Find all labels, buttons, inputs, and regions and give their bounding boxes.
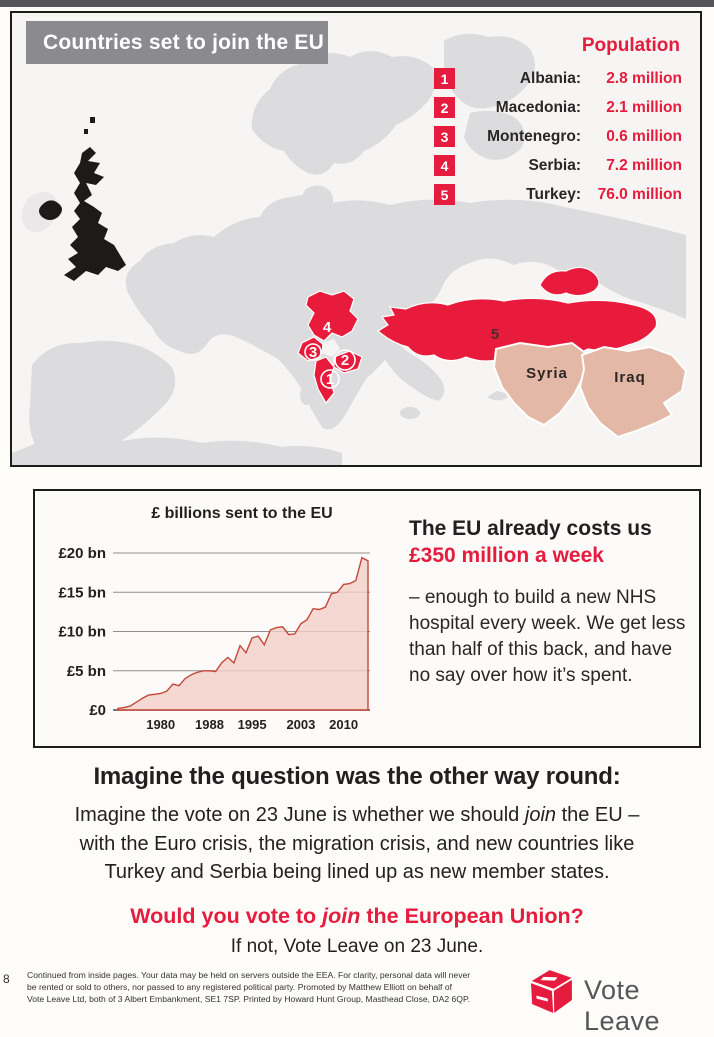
legend-heading: Population xyxy=(581,35,680,56)
legend-country-name: Montenegro: xyxy=(487,127,581,145)
legend-country-name: Albania: xyxy=(519,69,581,87)
cost-chart-panel xyxy=(33,489,701,748)
vote-question xyxy=(0,904,714,929)
iraq-label: Iraq xyxy=(614,369,646,386)
legend-population-value: 2.1 million xyxy=(606,98,682,116)
legend-population-value: 76.0 million xyxy=(597,185,682,203)
ballot-box-icon xyxy=(527,968,577,1016)
cost-headline-red: £350 million a week xyxy=(409,544,604,567)
cost-headline: The EU already costs us xyxy=(409,517,652,540)
shetland-dot xyxy=(90,117,95,123)
legend-population-value: 2.8 million xyxy=(606,69,682,87)
vote-question-post: the European Union? xyxy=(360,903,584,928)
question-line-1 xyxy=(0,801,714,830)
vote-question-italic: join xyxy=(322,903,361,928)
x-tick-label: 1995 xyxy=(237,717,267,732)
vote-leave-logo xyxy=(527,966,712,1036)
legend-row-macedonia xyxy=(434,97,682,118)
y-tick-label: £5 bn xyxy=(66,662,106,680)
question-line-2: with the Euro crisis, the migration crisis, and new countries like xyxy=(79,832,635,855)
cost-text-block xyxy=(409,517,691,689)
legend-population-value: 0.6 million xyxy=(606,127,682,145)
marker-3: 3 xyxy=(308,344,318,361)
legal-line-2: be rented or sold to others, nor passed to any registered political party. Promoted by Matthew Elliott on behalf of xyxy=(27,982,452,993)
page-number: 8 xyxy=(3,972,10,986)
legend-country-name: Serbia: xyxy=(528,156,581,174)
legend-number-badge: 5 xyxy=(434,184,455,205)
legend-number-badge: 3 xyxy=(434,126,455,147)
question-section xyxy=(0,763,714,958)
cost-body-text: – enough to build a new NHS hospital every week. We get less than half of this back, and have no say over how it’s spent. xyxy=(409,587,686,687)
map-panel xyxy=(10,11,702,467)
marker-2: 2 xyxy=(340,352,350,369)
marker-5: 5 xyxy=(490,326,500,343)
x-tick-label: 2003 xyxy=(286,717,316,732)
sicily-island xyxy=(400,407,420,419)
legend-row-turkey xyxy=(434,184,682,205)
scan-edge-bar xyxy=(0,0,714,7)
logo-wordmark: Vote Leave xyxy=(584,975,661,1036)
legal-line-3: Vote Leave Ltd, both of 3 Albert Embankment, SE1 7SP. Printed by Howard Hunt Group, Masthead Close, DA2 6QP. xyxy=(27,994,470,1005)
vote-question-pre: Would you vote to xyxy=(130,903,323,928)
legend-row-montenegro xyxy=(434,126,682,147)
x-tick-label: 2010 xyxy=(329,717,359,732)
eu-cost-area-chart xyxy=(39,495,391,743)
question-heading: Imagine the question was the other way round: xyxy=(93,763,621,790)
question-line1-italic: join xyxy=(524,804,557,826)
question-paragraph xyxy=(0,801,714,887)
marker-4: 4 xyxy=(322,319,332,336)
map-panel-title: Countries set to join the EU xyxy=(26,21,328,64)
population-legend xyxy=(434,35,682,213)
legend-country-name: Macedonia: xyxy=(495,98,581,116)
legend-number-badge: 2 xyxy=(434,97,455,118)
marker-1: 1 xyxy=(325,371,335,388)
cta-line: If not, Vote Leave on 23 June. xyxy=(230,935,484,957)
question-line-3: Turkey and Serbia being lined up as new member states. xyxy=(104,861,610,884)
orkney-dot xyxy=(84,129,88,134)
legend-row-serbia xyxy=(434,155,682,176)
area-series xyxy=(118,558,368,710)
y-tick-label: £0 xyxy=(89,702,106,719)
question-line1-post: the EU – xyxy=(556,804,640,826)
sardinia-island xyxy=(300,385,312,405)
y-tick-label: £20 bn xyxy=(58,545,106,562)
question-line1-pre: Imagine the vote on 23 June is whether we should xyxy=(74,804,525,826)
chart-title: £ billions sent to the EU xyxy=(151,505,333,522)
x-tick-label: 1988 xyxy=(195,717,224,732)
legend-number-badge: 4 xyxy=(434,155,455,176)
legend-country-name: Turkey: xyxy=(526,185,581,203)
syria-label: Syria xyxy=(526,365,568,382)
legend-row-albania xyxy=(434,68,682,89)
legend-number-badge: 1 xyxy=(434,68,455,89)
x-tick-label: 1980 xyxy=(146,717,176,732)
legal-small-print xyxy=(27,969,505,1006)
y-tick-label: £10 bn xyxy=(58,623,106,641)
legal-line-1: Continued from inside pages. Your data may be held on servers outside the EEA. For clarity, personal data will never xyxy=(27,970,471,980)
corsica-island xyxy=(305,365,315,381)
legend-population-value: 7.2 million xyxy=(606,156,682,174)
footer xyxy=(0,964,714,1036)
y-tick-label: £15 bn xyxy=(58,584,106,602)
